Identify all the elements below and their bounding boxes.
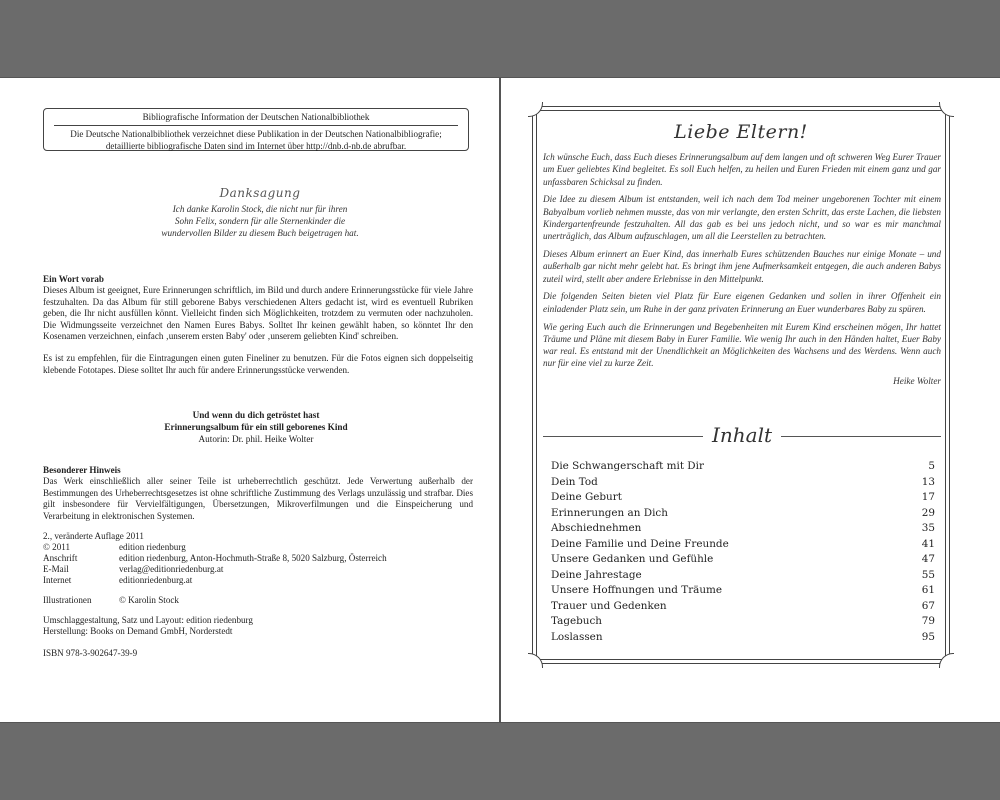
imprint-row — [43, 553, 387, 564]
imprint-key: Anschrift — [43, 553, 78, 563]
letter-title: Liebe Eltern! — [674, 121, 808, 143]
biblio-line-2: detaillierte bibliografische Daten sind im Internet über http://dnb.d-nb.de abrufbar. — [105, 141, 407, 151]
biblio-line-1: Die Deutsche Nationalbibliothek verzeichnet diese Publikation in der Deutschen Nationalbibliografie; — [70, 129, 442, 139]
foreword-paragraph-2: Es ist zu empfehlen, für die Eintragungen einen guten Fineliner zu benutzen. Für die Fotos eignen sich doppelseitig klebende Fototapes. Diese solltet Ihr auch für andere Erinnerungsstücke verwenden. — [43, 353, 473, 375]
contents-title: Inhalt — [711, 423, 773, 447]
dedication — [100, 186, 420, 239]
imprint-table — [43, 542, 387, 586]
toc-page: 47 — [921, 553, 935, 565]
imprint-row — [43, 542, 387, 553]
toc-label: Deine Jahrestage — [551, 568, 642, 581]
imprint-value: verlag@editionriedenburg.at — [119, 564, 224, 574]
dedication-text — [100, 203, 420, 239]
letter-paragraph: Die Idee zu diesem Album ist entstanden, weil ich nach dem Tod meiner ungeborenen Tochter mit einem Babyalbum vorlieb nehmen musste, das von mir verlangte, den ersten Schritt, das erste Lachen, die liebsten Kindergartenfreunde festzuhalten. All das gab es bei uns jedoch nicht, und so war es mir manchmal unerträglich, das Album aufzuschlagen, um all die Leerstellen zu betrachten. — [543, 194, 941, 242]
toc-label: Abschiednehmen — [551, 522, 642, 534]
imprint-key: E-Mail — [43, 564, 69, 574]
letter-paragraph: Die folgenden Seiten bieten viel Platz für Eure eigenen Gedanken und sollen in ihrer Offenheit ein einladender Platz sein, um Ruhe in der ganz privaten Erinnerung an Euer wunderbares Baby zu spüren. — [543, 291, 941, 314]
illustrations-value: © Karolin Stock — [119, 595, 179, 605]
book-subtitle: Erinnerungsalbum für ein still geborenes Kind — [164, 422, 348, 432]
toc-label: Unsere Hoffnungen und Träume — [551, 584, 723, 596]
toc-label: Erinnerungen an Dich — [551, 506, 668, 519]
decorative-frame — [532, 106, 950, 664]
imprint-value: editionriedenburg.at — [119, 575, 193, 585]
bibliographic-info-box — [43, 108, 469, 151]
foreword-paragraph-1: Dieses Album ist geeignet, Eure Erinnerungen schriftlich, im Bild und durch andere Erinnerungsstücke für viele Jahre festzuhalten. Da das Album für still geborene Babys verschiedenen Alters gedacht ist, wird es eventuell Rubriken geben, die Ihr nicht ausfüllen könnt. Vielleicht finden sich Möglichkeiten, trotzdem zu vermuten oder nachzuholen. Die Widmungsseite verzeichnet den Namen Eures Babys. Solltet Ihr keinen gewählt haben, so könntet Ihr den Kosenamen verzeichnen, einfach ‚unserem ersten Baby' oder ‚unserem geliebten Kind' schreiben. — [43, 285, 473, 342]
dedication-line-2: Sohn Felix, sondern für alle Sternenkinder die — [174, 216, 346, 226]
toc-page: 17 — [921, 491, 935, 503]
toc-item — [551, 614, 935, 630]
dedication-title: Danksagung — [219, 186, 301, 200]
toc-page: 35 — [921, 522, 935, 534]
notice-text: Das Werk einschließlich aller seiner Teile ist urheberrechtlich geschützt. Jede Verwertung außerhalb der Bestimmungen des Urheberrechtsgesetzes ist ohne schriftliche Zustimmung des Verlags unzulässig und strafbar. Dies gilt insbesondere für Vervielfältigungen, Übersetzungen, Mikroverfilmungen und die Einspeicherung und Verarbeitung in elektronischen Systemen. — [43, 476, 473, 521]
foreword-heading: Ein Wort vorab — [43, 274, 104, 284]
imprint-key: © 2011 — [43, 542, 71, 552]
illustrations-table — [43, 595, 179, 606]
toc-item — [551, 490, 935, 506]
toc-page: 55 — [921, 568, 935, 581]
illustrations-key: Illustrationen — [43, 595, 92, 605]
imprint-key: Internet — [43, 575, 72, 585]
toc-item — [551, 537, 935, 553]
imprint-row — [43, 564, 387, 575]
contents-header — [543, 423, 941, 449]
toc-label: Loslassen — [551, 630, 603, 643]
toc-item — [551, 583, 935, 599]
table-of-contents — [551, 459, 935, 645]
toc-page: 13 — [921, 475, 935, 488]
imprint-edition: 2., veränderte Auflage 2011 — [43, 531, 144, 541]
toc-item — [551, 599, 935, 615]
toc-item — [551, 521, 935, 537]
toc-page: 61 — [921, 584, 935, 596]
toc-page: 41 — [921, 537, 935, 550]
toc-item — [551, 552, 935, 568]
toc-label: Dein Tod — [551, 475, 598, 488]
toc-item — [551, 506, 935, 522]
notice-heading: Besonderer Hinweis — [43, 465, 121, 475]
toc-label: Deine Familie und Deine Freunde — [551, 537, 729, 550]
toc-item — [551, 568, 935, 584]
letter-paragraph: Wie gering Euch auch die Erinnerungen und Begebenheiten mit Eurem Kind erscheinen mögen, Ihr hattet Träume und Pläne mit diesem Baby in Eurer Familie. Wie wenig Ihr auch in den Händen haltet, Euer Baby war real. Es entstand mit der Unendlichkeit an Möglichkeiten des Wachsens und des Werdens. Wenn auch nur für eine viel zu kurze Zeit. — [543, 321, 941, 369]
imprint-row — [43, 595, 179, 606]
toc-label: Unsere Gedanken und Gefühle — [551, 553, 714, 565]
toc-page: 29 — [921, 506, 935, 519]
right-page — [501, 78, 1000, 722]
dedication-line-1: Ich danke Karolin Stock, die nicht nur für ihren — [172, 204, 348, 214]
imprint-layout: Umschlaggestaltung, Satz und Layout: edition riedenburg — [43, 615, 253, 625]
book-author: Autorin: Dr. phil. Heike Wolter — [198, 434, 314, 444]
imprint-value: edition riedenburg — [119, 542, 186, 552]
imprint-value: edition riedenburg, Anton-Hochmuth-Straße 8, 5020 Salzburg, Österreich — [119, 553, 387, 563]
imprint — [43, 531, 387, 659]
letter-body — [543, 151, 941, 388]
toc-label: Trauer und Gedenken — [551, 599, 667, 612]
imprint-print: Herstellung: Books on Demand GmbH, Norderstedt — [43, 626, 233, 636]
letter-signature: Heike Wolter — [893, 376, 941, 387]
toc-label: Tagebuch — [551, 615, 602, 627]
book-title-block — [43, 409, 469, 445]
letter-paragraph: Ich wünsche Euch, dass Euch dieses Erinnerungsalbum auf dem langen und oft schweren Weg Eurer Trauer um Euer geliebtes Kind begleitet. Es soll Euch helfen, zu heilen und Euren Frieden mit einem ganz und gar unfassbaren Schicksal zu finden. — [543, 152, 941, 187]
toc-item — [551, 630, 935, 646]
toc-label: Die Schwangerschaft mit Dir — [551, 460, 704, 472]
toc-page: 95 — [921, 630, 935, 643]
isbn: ISBN 978-3-902647-39-9 — [43, 648, 138, 658]
toc-item — [551, 459, 935, 475]
imprint-row — [43, 575, 387, 586]
dedication-line-3: wundervollen Bilder zu diesem Buch beigetragen hat. — [161, 228, 359, 238]
toc-page: 67 — [921, 599, 935, 612]
toc-page: 79 — [921, 615, 935, 627]
left-page — [0, 78, 499, 722]
letter-paragraph: Dieses Album erinnert an Euer Kind, das innerhalb Eures schützenden Bauches nur einige Monate – und außerhalb gar nicht mehr gelebt hat. Es bringt ihm jene Aufmerksamkeit entgegen, die auch anderen Babys zuteil wird, stellt aber andere Erlebnisse in den Mittelpunkt. — [543, 249, 941, 284]
book-spread — [0, 77, 1000, 723]
foreword-section — [43, 274, 473, 376]
toc-page: 5 — [928, 460, 935, 472]
toc-label: Deine Geburt — [551, 491, 622, 503]
biblio-title: Bibliografische Information der Deutschen Nationalbibliothek — [54, 111, 458, 126]
book-title: Und wenn du dich getröstet hast — [192, 410, 320, 420]
toc-item — [551, 475, 935, 491]
notice-section — [43, 465, 473, 522]
